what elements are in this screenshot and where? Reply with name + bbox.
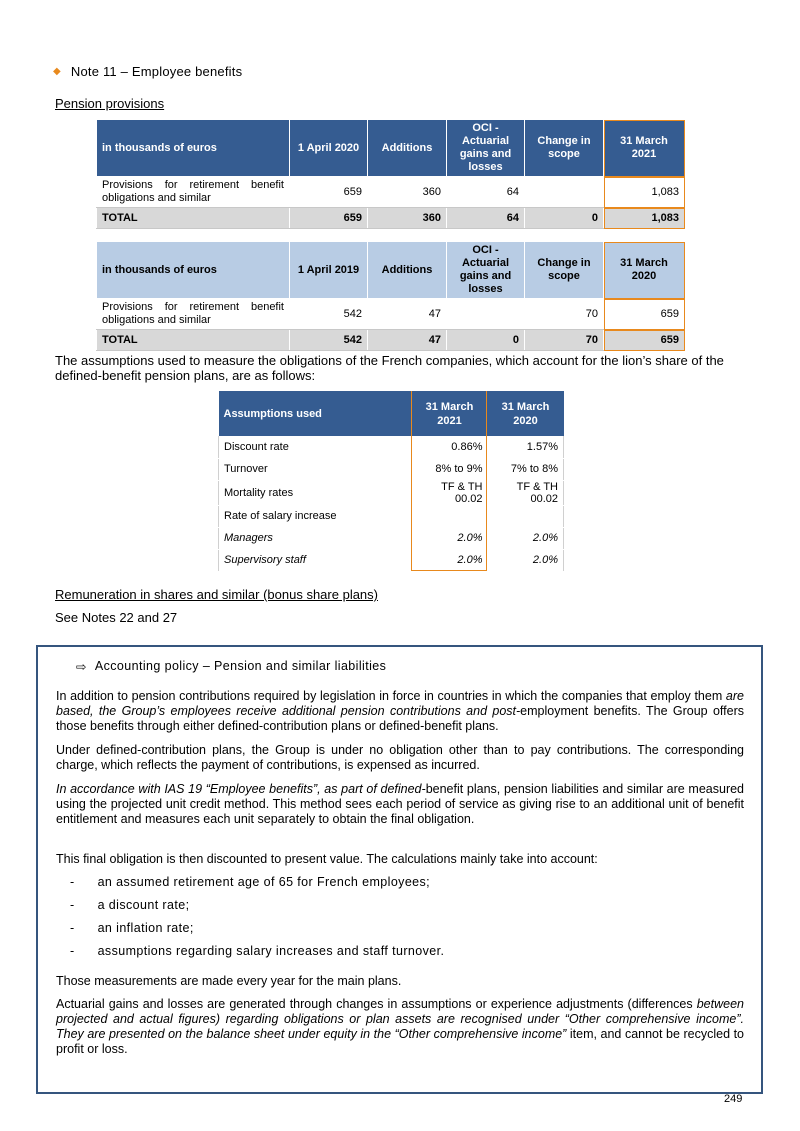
row-label: Managers <box>219 527 412 549</box>
table-cell <box>447 299 525 330</box>
assumptions-intro <box>55 353 745 383</box>
row-label: Provisions for retirement benefit obligations and similar <box>97 177 290 208</box>
column-header: 31 March 2021 <box>604 120 685 177</box>
column-header: 31 March 2020 <box>604 242 685 299</box>
table-cell: 8% to 9% <box>412 458 488 480</box>
policy-title <box>76 659 386 674</box>
policy-paragraph-6 <box>56 997 744 1057</box>
row-label: Turnover <box>219 458 412 480</box>
table-cell <box>488 505 564 527</box>
table-cell: TF & TH 00.02 <box>412 480 488 505</box>
total-row <box>97 208 685 229</box>
pension-table-2021 <box>96 119 685 229</box>
column-header: Additions <box>368 120 447 177</box>
table-row <box>219 527 564 549</box>
table-cell: 659 <box>604 299 685 330</box>
arrow-right-icon: ⇨ <box>76 660 87 674</box>
row-label: TOTAL <box>97 330 290 351</box>
list-item: - assumptions regarding salary increases and staff turnover. <box>70 944 444 967</box>
table-cell: 1,083 <box>604 208 685 229</box>
table-cell: 659 <box>290 177 368 208</box>
policy-title-text: Accounting policy – Pension and similar liabilities <box>94 659 387 673</box>
column-header: 31 March 2020 <box>488 391 564 436</box>
policy-text-italic: between projected and actual figures) regarding obligations or plan assets are recognised under “Other comprehensive income”. They are presented on the balance sheet under equity in the “Other comprehensive income” <box>56 997 744 1041</box>
column-header: Change in scope <box>525 242 604 299</box>
policy-paragraph-4: This final obligation is then discounted to present value. The calculations mainly take into account: <box>56 852 598 866</box>
table-cell: 7% to 8% <box>488 458 564 480</box>
table-cell: 659 <box>290 208 368 229</box>
table-row <box>219 480 564 505</box>
policy-text: In addition to pension contributions required by legislation in force in countries in which the companies that employ them <box>56 689 726 703</box>
table-cell: 64 <box>447 208 525 229</box>
assumptions-table <box>218 391 564 572</box>
table-cell: 64 <box>447 177 525 208</box>
list-item-text: assumptions regarding salary increases and staff turnover. <box>97 944 445 958</box>
column-header: Additions <box>368 242 447 299</box>
table-cell: 47 <box>368 299 447 330</box>
column-header: in thousands of euros <box>97 120 290 177</box>
pension-table-2020 <box>96 241 685 351</box>
table-cell: TF & TH 00.02 <box>488 480 564 505</box>
table-cell: 2.0% <box>488 527 564 549</box>
table-cell: 659 <box>604 330 685 351</box>
policy-text: employment benefits. The Group offers those benefits through either defined-contribution plans or defined-benefit plans. <box>56 704 744 733</box>
column-header: OCI - Actuarial gains and losses <box>447 242 525 299</box>
policy-paragraph-1 <box>56 689 744 734</box>
policy-list <box>70 875 444 967</box>
table-cell: 0 <box>525 208 604 229</box>
table-row <box>97 177 685 208</box>
table-row <box>219 549 564 571</box>
table-cell <box>525 177 604 208</box>
assumptions-intro-line2: defined-benefit pension plans, are as follows: <box>55 368 316 383</box>
policy-text: benefit plans, pension liabilities and similar are measured using the projected unit credit method. This method sees each period of service as giving rise to an additional unit of benefit entitlement and measures each unit separately to obtain the final obligation. <box>56 782 745 826</box>
table-row <box>219 436 564 458</box>
table-header-row <box>219 391 564 436</box>
table-cell: 1.57% <box>488 436 564 458</box>
note-title-text: Note 11 – Employee benefits <box>70 64 243 79</box>
column-header: Change in scope <box>525 120 604 177</box>
table-cell: 360 <box>368 177 447 208</box>
list-item-text: a discount rate; <box>97 898 190 912</box>
list-item: - an inflation rate; <box>70 921 444 944</box>
table-row <box>219 458 564 480</box>
policy-paragraph-2: Under defined-contribution plans, the Group is under no obligation other than to pay contributions. The corresponding charge, which reflects the payment of contributions, is expensed as incurred. <box>56 743 744 772</box>
accounting-policy-box <box>36 645 763 1094</box>
policy-paragraph-3 <box>56 782 744 827</box>
policy-text-italic: In accordance with IAS 19 “Employee benefits”, as part of defined- <box>56 782 426 796</box>
remuneration-heading: Remuneration in shares and similar (bonus share plans) <box>55 587 378 602</box>
row-label: Supervisory staff <box>219 549 412 571</box>
row-label: Discount rate <box>219 436 412 458</box>
table-cell: 2.0% <box>488 549 564 571</box>
assumptions-intro-line1: The assumptions used to measure the obligations of the French companies, which account for the lion’s share of the <box>55 353 724 368</box>
row-label: Provisions for retirement benefit obligations and similar <box>97 299 290 330</box>
column-header: 31 March 2021 <box>412 391 488 436</box>
column-header: 1 April 2020 <box>290 120 368 177</box>
table-cell: 360 <box>368 208 447 229</box>
policy-text: item, and cannot be recycled to profit or loss. <box>56 1027 744 1056</box>
column-header: Assumptions used <box>219 391 412 436</box>
policy-text-italic: are based, the Group’s employees receive additional pension contributions and post- <box>56 689 744 718</box>
table-cell: 2.0% <box>412 549 488 571</box>
list-item: - an assumed retirement age of 65 for French employees; <box>70 875 444 898</box>
row-label: Rate of salary increase <box>219 505 412 527</box>
column-header: 1 April 2019 <box>290 242 368 299</box>
table-cell: 542 <box>290 330 368 351</box>
table-cell <box>412 505 488 527</box>
table-cell: 70 <box>525 299 604 330</box>
note-title <box>53 64 242 79</box>
table-cell: 0 <box>447 330 525 351</box>
table-cell: 0.86% <box>412 436 488 458</box>
see-notes-text: See Notes 22 and 27 <box>55 610 178 625</box>
table-cell: 2.0% <box>412 527 488 549</box>
diamond-bullet-icon: ◆ <box>53 66 61 77</box>
column-header: in thousands of euros <box>97 242 290 299</box>
policy-paragraph-5: Those measurements are made every year for the main plans. <box>56 974 402 988</box>
list-item-text: an assumed retirement age of 65 for French employees; <box>97 875 431 889</box>
table-row <box>219 505 564 527</box>
list-item-text: an inflation rate; <box>97 921 194 935</box>
table-cell: 47 <box>368 330 447 351</box>
page-number: 249 <box>724 1093 743 1105</box>
table-row <box>97 299 685 330</box>
table-cell: 70 <box>525 330 604 351</box>
table-cell: 1,083 <box>604 177 685 208</box>
total-row <box>97 330 685 351</box>
column-header: OCI - Actuarial gains and losses <box>447 120 525 177</box>
row-label: Mortality rates <box>219 480 412 505</box>
table-cell: 542 <box>290 299 368 330</box>
pension-provisions-heading: Pension provisions <box>55 96 165 111</box>
row-label: TOTAL <box>97 208 290 229</box>
policy-text: Actuarial gains and losses are generated through changes in assumptions or experience adjustments (differences <box>56 997 697 1011</box>
table-header-row <box>97 120 685 177</box>
table-header-row <box>97 242 685 299</box>
list-item: - a discount rate; <box>70 898 444 921</box>
